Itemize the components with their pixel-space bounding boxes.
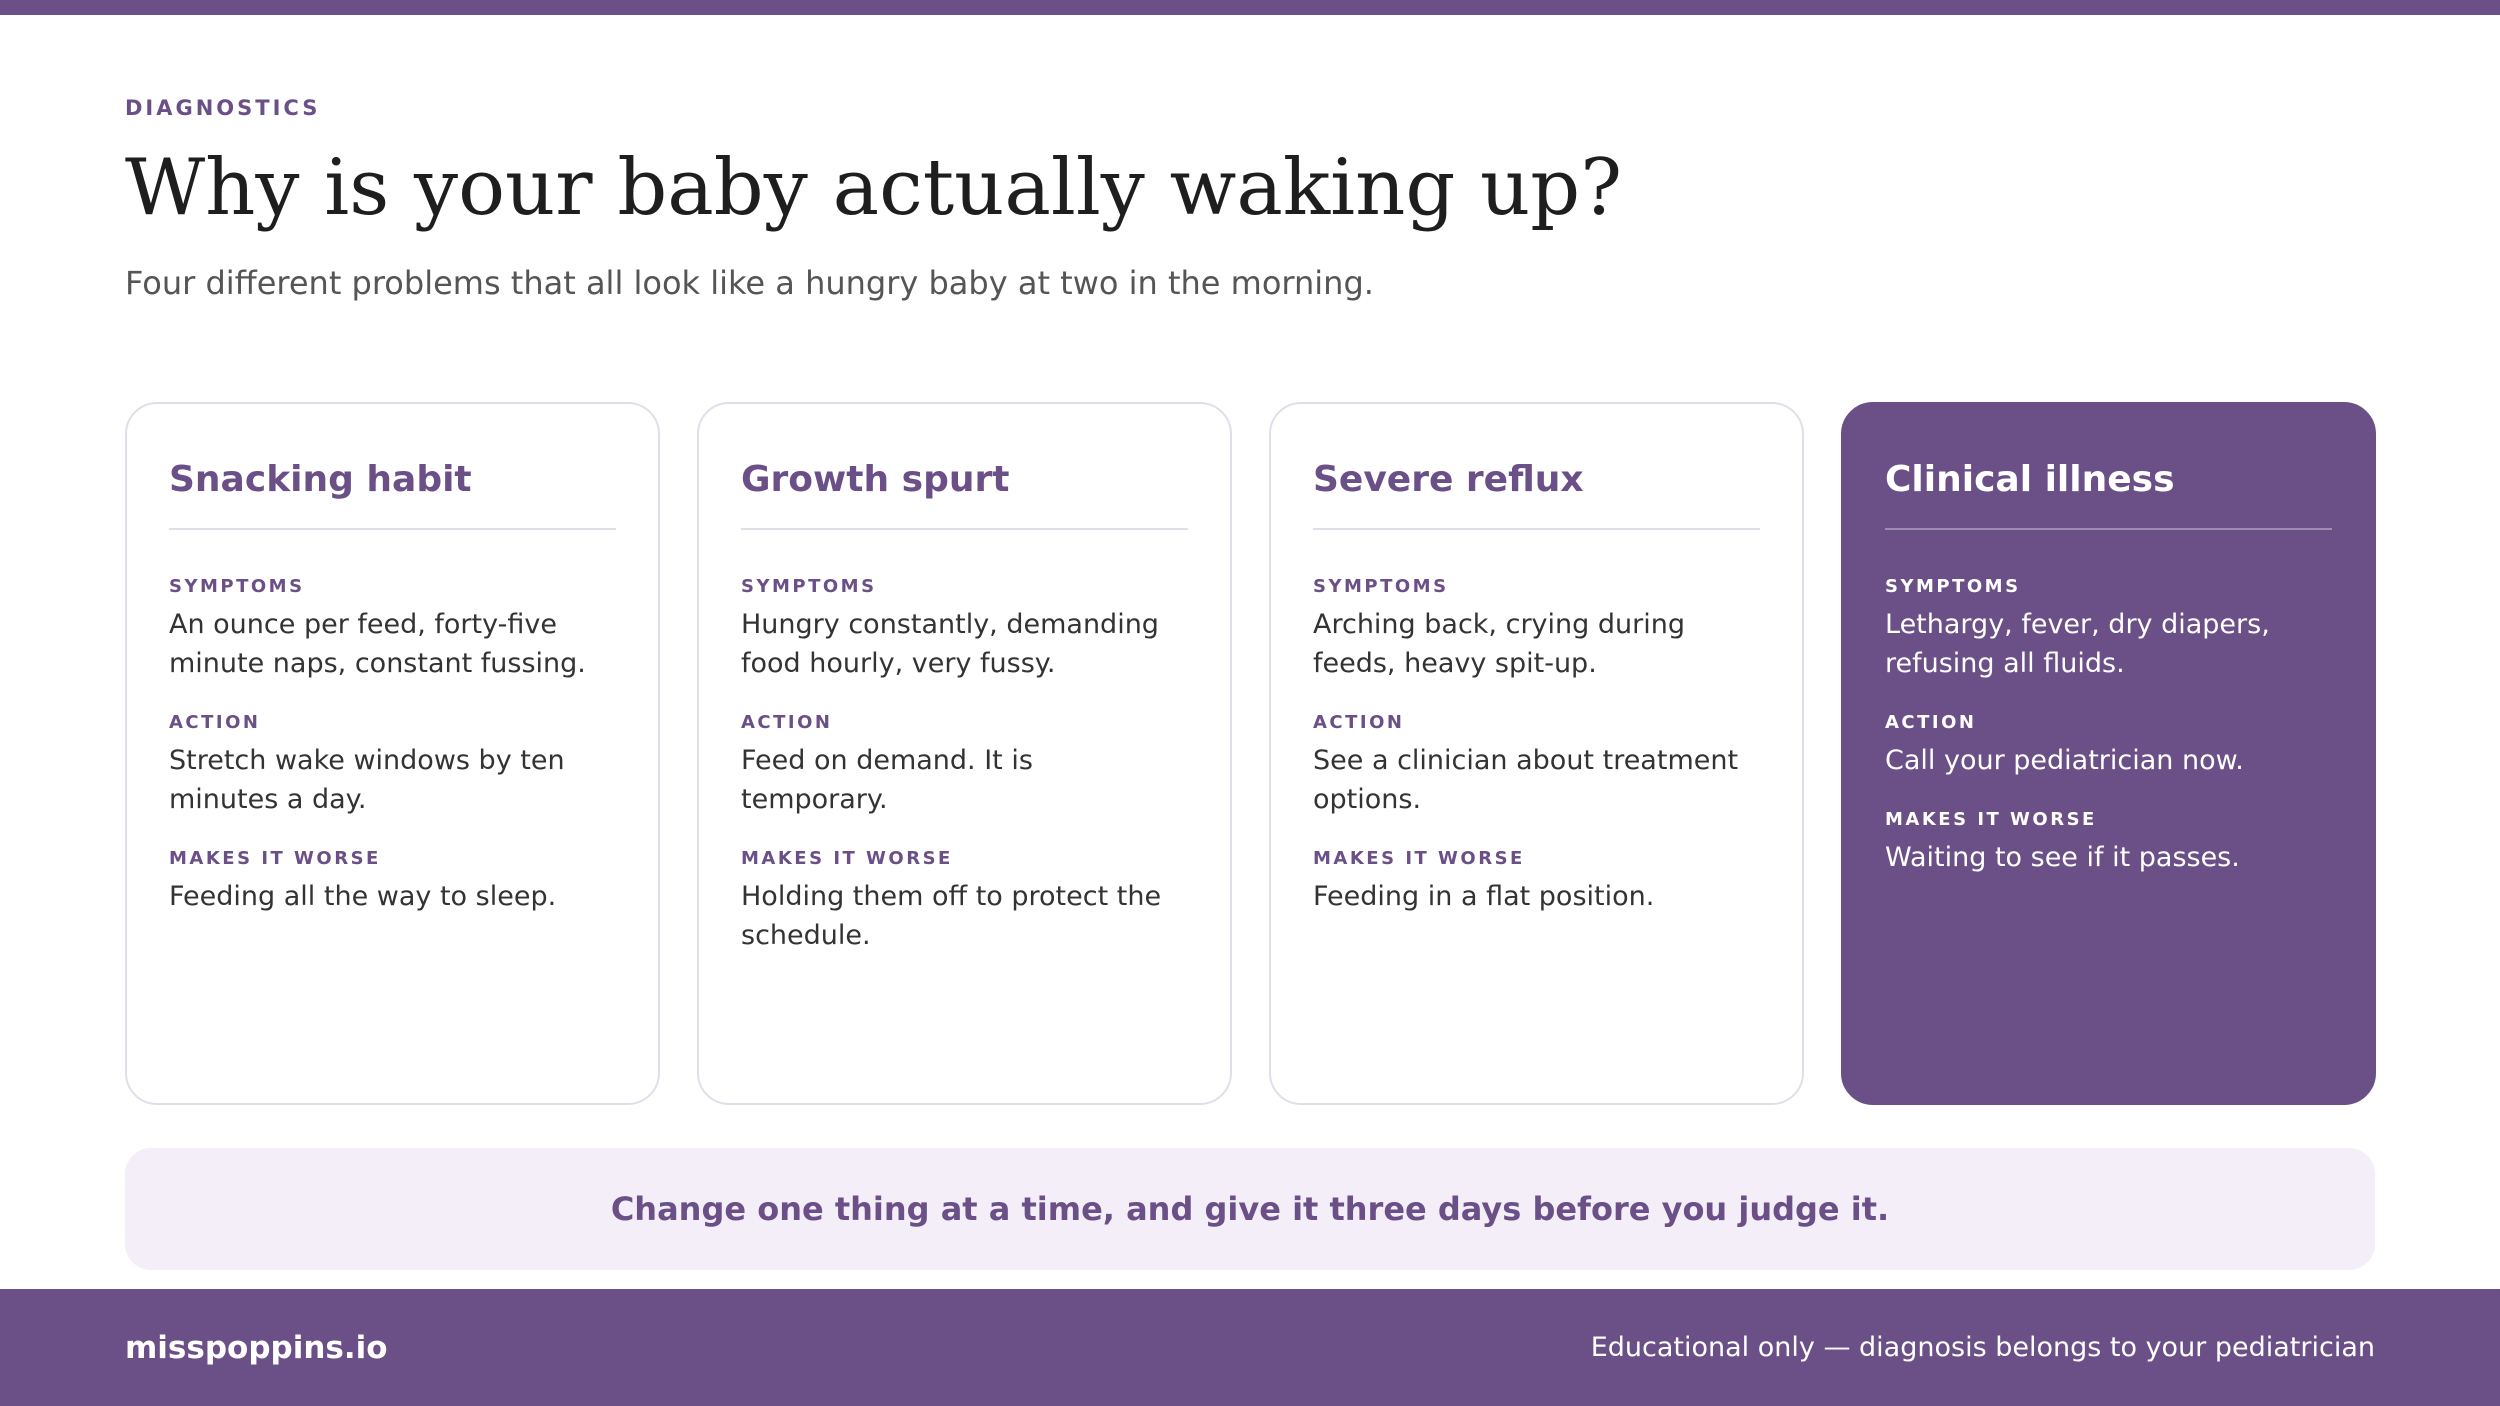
card-divider <box>1885 528 2332 530</box>
symptoms-text: Hungry constantly, demanding food hourly, very fussy. <box>741 609 1159 679</box>
makes-worse-label: MAKES IT WORSE <box>169 848 381 869</box>
action-text: Call your pediatrician now. <box>1885 745 2244 776</box>
symptoms-text: Lethargy, fever, dry diapers, refusing all fluids. <box>1885 609 2270 679</box>
card-snacking-habit <box>125 402 660 1105</box>
card-title: Clinical illness <box>1885 459 2175 500</box>
section-eyebrow: DIAGNOSTICS <box>125 96 321 120</box>
footer-bar <box>0 1289 2500 1406</box>
page-title: Why is your baby actually waking up? <box>125 143 1623 233</box>
makes-worse-label: MAKES IT WORSE <box>741 848 953 869</box>
makes-worse-text: Waiting to see if it passes. <box>1885 842 2240 873</box>
makes-worse-label: MAKES IT WORSE <box>1885 809 2097 830</box>
action-label: ACTION <box>741 712 833 733</box>
makes-worse-text: Feeding all the way to sleep. <box>169 881 557 912</box>
symptoms-label: SYMPTOMS <box>169 576 305 597</box>
footer-brand: misspoppins.io <box>125 1329 388 1366</box>
action-text: Feed on demand. It is temporary. <box>741 745 1033 815</box>
symptoms-label: SYMPTOMS <box>1885 576 2021 597</box>
card-divider <box>169 528 616 530</box>
card-divider <box>1313 528 1760 530</box>
callout-text: Change one thing at a time, and give it three days before you judge it. <box>610 1190 1890 1228</box>
card-title: Growth spurt <box>741 459 1010 500</box>
makes-worse-text: Holding them off to protect the schedule. <box>741 881 1162 951</box>
card-divider <box>741 528 1188 530</box>
action-label: ACTION <box>1885 712 1977 733</box>
diagnosis-cards <box>125 402 2375 1105</box>
action-text: Stretch wake windows by ten minutes a day. <box>169 745 565 815</box>
card-severe-reflux <box>1269 402 1804 1105</box>
symptoms-label: SYMPTOMS <box>1313 576 1449 597</box>
action-label: ACTION <box>1313 712 1405 733</box>
card-title: Snacking habit <box>169 459 472 500</box>
symptoms-text: Arching back, crying during feeds, heavy spit-up. <box>1313 609 1685 679</box>
action-label: ACTION <box>169 712 261 733</box>
top-accent-bar <box>0 0 2500 15</box>
action-text: See a clinician about treatment options. <box>1313 745 1739 815</box>
symptoms-label: SYMPTOMS <box>741 576 877 597</box>
footer-disclaimer: Educational only — diagnosis belongs to your pediatrician <box>1590 1332 2375 1363</box>
card-clinical-illness <box>1841 402 2376 1105</box>
page-subtitle: Four different problems that all look like a hungry baby at two in the morning. <box>125 264 1374 302</box>
advice-callout <box>125 1148 2375 1270</box>
makes-worse-label: MAKES IT WORSE <box>1313 848 1525 869</box>
symptoms-text: An ounce per feed, forty-five minute naps, constant fussing. <box>169 609 586 679</box>
card-growth-spurt <box>697 402 1232 1105</box>
makes-worse-text: Feeding in a flat position. <box>1313 881 1655 912</box>
card-title: Severe reflux <box>1313 459 1584 500</box>
